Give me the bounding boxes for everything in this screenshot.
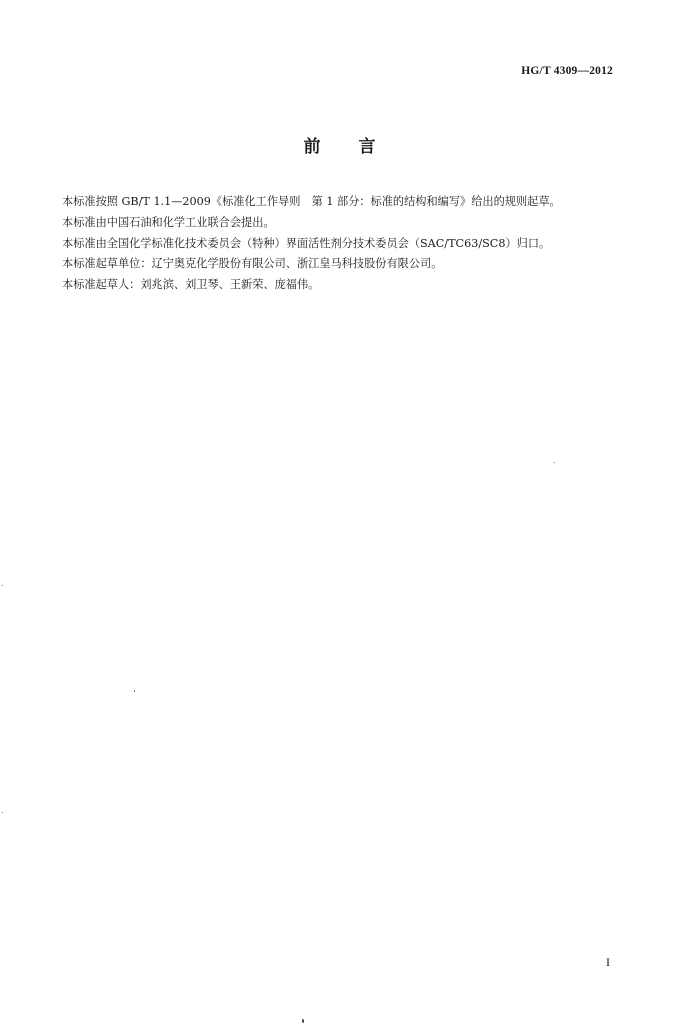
paragraph-drafting-rules: 本标准按照 GB/T 1.1—2009《标准化工作导则 第 1 部分：标准的结构和编写》给出的规则起草。 [62, 195, 561, 208]
page-title: 前言 [303, 137, 414, 157]
standard-code: HG/T 4309—2012 [521, 65, 613, 77]
page-number: I [606, 955, 610, 969]
paragraph-drafting-units: 本标准起草单位：辽宁奥克化学股份有限公司、浙江皇马科技股份有限公司。 [62, 257, 443, 271]
paragraph-technical-committee: 本标准由全国化学标准化技术委员会（特种）界面活性剂分技术委员会（SAC/TC63/SC8）归口。 [62, 236, 551, 250]
scan-speck [2, 585, 3, 586]
paragraph-drafters: 本标准起草人：刘兆滨、刘卫琴、王新荣、庞福伟。 [62, 278, 320, 292]
foreword-body [62, 192, 632, 296]
scan-speck [302, 1019, 304, 1023]
scan-speck [554, 462, 555, 463]
paragraph-proposer: 本标准由中国石油和化学工业联合会提出。 [62, 215, 275, 229]
scan-speck [2, 812, 3, 813]
scan-speck [134, 690, 135, 692]
